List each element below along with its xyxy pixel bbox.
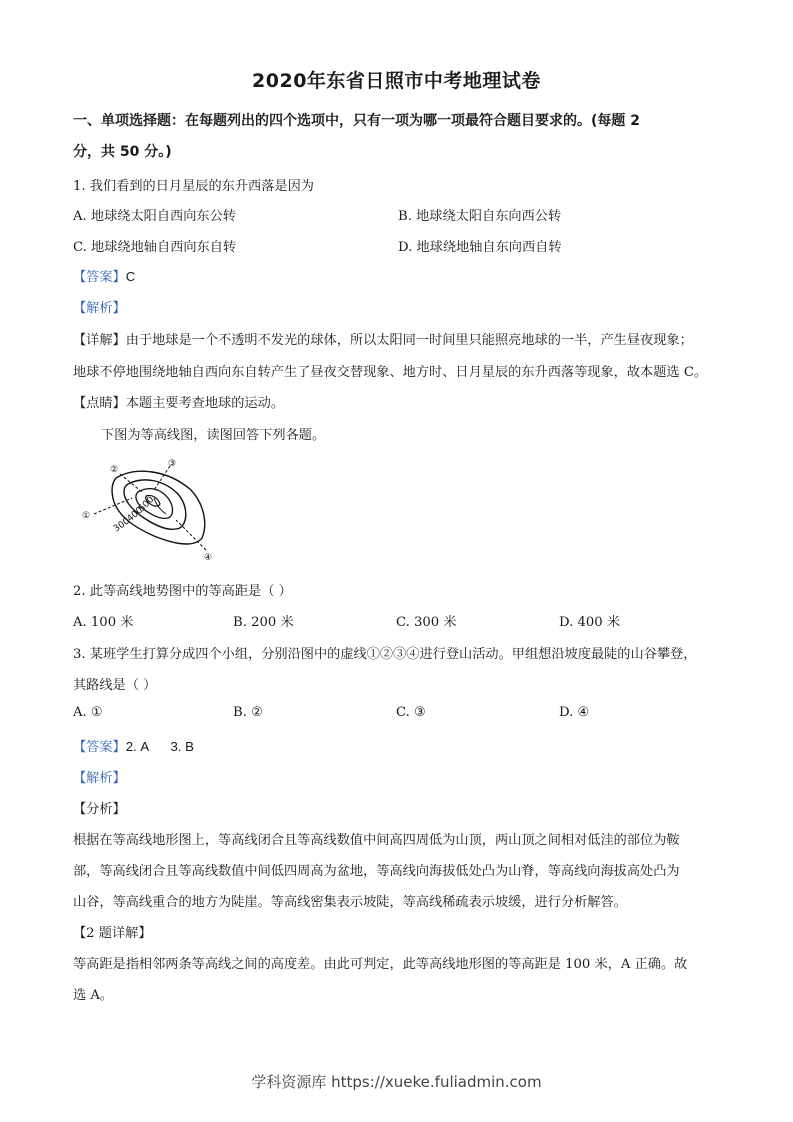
section-heading-line2: 分，共 50 分。)	[73, 144, 172, 160]
q2-option-b: B. 200 米	[233, 615, 294, 630]
detail-tag: 【详解】	[73, 333, 126, 348]
q1-stem: 1. 我们看到的日月星辰的东升西落是因为	[73, 179, 314, 194]
q1-option-a: A. 地球绕太阳自西向东公转	[73, 209, 236, 224]
contour-label-500: 500	[137, 494, 157, 515]
q1-detail-line1	[73, 329, 693, 348]
map-intro: 下图为等高线图，读图回答下列各题。	[101, 428, 326, 443]
q3-option-a: A. ①	[73, 705, 103, 720]
page-title: 2020年东省日照市中考地理试卷	[252, 70, 541, 92]
route-marker-1: ①	[82, 511, 91, 521]
section-heading-line1: 一、单项选择题：在每题列出的四个选项中，只有一项为哪一项最符合题目要求的。(每题 2	[73, 113, 641, 129]
q2-detail-tag: 【2 题详解】	[73, 926, 152, 941]
analysis-tag: 【解析】	[73, 301, 126, 316]
fenxi-line-1: 根据在等高线地形图上，等高线闭合且等高线数值中间高四周低为山顶，两山顶之间相对低洼的部位为鞍	[73, 833, 680, 848]
analysis-tag-2: 【解析】	[73, 771, 126, 786]
answer-tag: 【答案】	[73, 270, 126, 285]
tip-tag: 【点睛】	[73, 396, 126, 411]
q3-stem-line2: 其路线是（ ）	[73, 678, 157, 693]
fenxi-line-3: 山谷，等高线重合的地方为陡崖。等高线密集表示坡陡，等高线稀疏表示坡缓，进行分析解答。	[73, 895, 627, 910]
route-marker-4: ④	[204, 553, 213, 563]
q1-answer-row	[73, 266, 135, 285]
q23-analysis-tag	[73, 767, 126, 786]
detail-text-1: 由于地球是一个不透明不发光的球体，所以太阳同一时间里只能照亮地球的一半，产生昼夜现象；	[125, 333, 693, 348]
fenxi-line-2: 部，等高线闭合且等高线数值中间低四周高为盆地，等高线向海拔低处凸为山脊，等高线向海拔高处凸为	[73, 864, 680, 879]
contour-label-400: 400	[125, 505, 146, 525]
q1-answer: C	[125, 269, 136, 284]
route-4	[176, 520, 206, 550]
q1-option-d: D. 地球绕地轴自东向西自转	[398, 240, 562, 255]
contour-map	[76, 452, 226, 567]
q23-answers: 2. A 3. B	[125, 739, 194, 754]
route-marker-3: ③	[168, 459, 177, 469]
q1-detail-line2: 地球不停地围绕地轴自西向东自转产生了昼夜交替现象、地方时、日月星辰的东升西落等现象，故本题选 C。	[73, 365, 708, 380]
contour-label-300: 300	[111, 516, 132, 535]
q3-option-b: B. ②	[233, 705, 263, 720]
q2-option-a: A. 100 米	[73, 615, 134, 630]
q1-analysis-tag	[73, 297, 126, 316]
q1-option-c: C. 地球绕地轴自西向东自转	[73, 240, 237, 255]
q2-option-c: C. 300 米	[396, 615, 457, 630]
tip-text: 本题主要考查地球的运动。	[125, 396, 284, 411]
footer-watermark: 学科资源库 https://xueke.fuliadmin.com	[251, 1073, 542, 1091]
answer-tag-2: 【答案】	[73, 740, 126, 755]
q23-answer-row	[73, 736, 194, 755]
q1-tip	[73, 392, 284, 411]
q2-stem: 2. 此等高线地势图中的等高距是（ ）	[73, 584, 292, 599]
q3-stem-line1: 3. 某班学生打算分成四个小组，分别沿图中的虚线①②③④进行登山活动。甲组想沿坡度最陡的山谷攀登，	[73, 647, 697, 662]
q1-option-b: B. 地球绕太阳自东向西公转	[398, 209, 562, 224]
q3-option-d: D. ④	[559, 705, 590, 720]
q3-option-c: C. ③	[396, 705, 426, 720]
q2-detail-line-1: 等高距是指相邻两条等高线之间的高度差。由此可判定，此等高线地形图的等高距是 100 米，A 正确。故	[73, 957, 688, 972]
route-marker-2: ②	[110, 465, 119, 475]
fenxi-tag: 【分析】	[73, 802, 126, 817]
q2-option-d: D. 400 米	[559, 615, 621, 630]
q2-detail-line-2: 选 A。	[73, 988, 114, 1003]
